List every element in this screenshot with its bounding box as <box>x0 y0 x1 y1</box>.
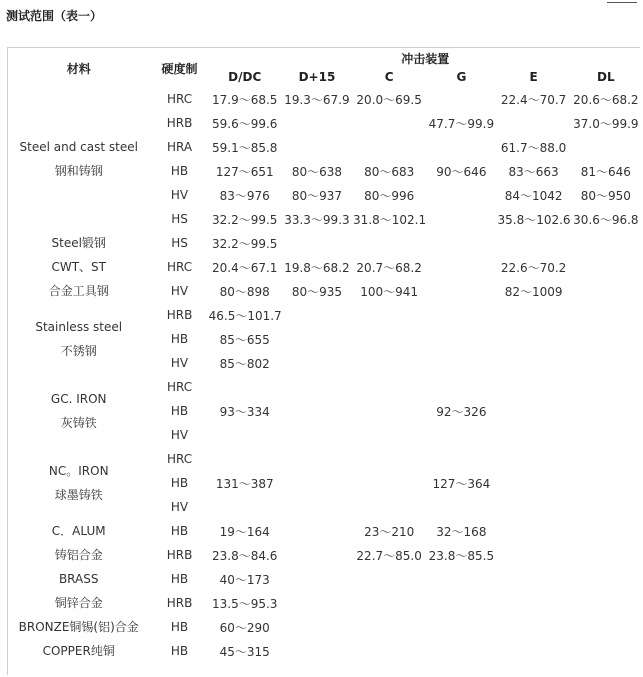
material-name-line: COPPER纯铜 <box>42 644 115 658</box>
range-value: 47.7～99.9 <box>428 116 495 131</box>
range-value <box>281 327 353 351</box>
range-value <box>497 567 569 591</box>
range-value: 93～334 <box>219 404 270 419</box>
range-value <box>497 111 569 135</box>
range-value <box>497 447 569 471</box>
range-value <box>281 447 353 471</box>
range-value: 82～1009 <box>504 284 563 299</box>
header-device: E <box>529 70 538 84</box>
range-value: 59.6～99.6 <box>211 116 278 131</box>
material-name <box>7 255 150 303</box>
hardness-scale: HB <box>170 164 189 178</box>
range-value <box>353 615 425 639</box>
table-row <box>7 375 642 399</box>
material-name-line: 球墨铸铁 <box>54 488 103 502</box>
hardness-scale: HRB <box>166 116 193 130</box>
range-value: 19～164 <box>219 524 270 539</box>
range-value <box>353 567 425 591</box>
range-value <box>209 423 281 447</box>
range-value <box>209 495 281 519</box>
range-value <box>281 615 353 639</box>
hardness-scale: HB <box>170 524 189 538</box>
range-value: 33.3～99.3 <box>284 212 350 227</box>
range-value <box>497 591 569 615</box>
range-value: 80～937 <box>291 188 343 203</box>
range-value <box>425 375 497 399</box>
range-value <box>281 519 353 543</box>
header-impact-device: 冲击装置 <box>401 51 450 66</box>
range-value: 127～651 <box>215 164 274 179</box>
range-value <box>353 471 425 495</box>
range-value <box>570 303 642 327</box>
range-value <box>570 135 642 159</box>
range-value: 80～950 <box>580 188 631 203</box>
range-value <box>353 375 425 399</box>
table-row <box>7 447 642 471</box>
range-value <box>425 639 497 663</box>
range-value <box>425 207 497 231</box>
range-value <box>353 639 425 663</box>
hardness-scale: HV <box>170 188 189 202</box>
header-device: C <box>384 70 394 84</box>
range-value <box>497 423 569 447</box>
range-value: 32.2～99.5 <box>211 236 278 251</box>
range-value: 22.6～70.2 <box>500 260 567 275</box>
table-row <box>7 231 642 255</box>
range-value <box>570 471 642 495</box>
table-row <box>7 87 642 111</box>
range-value: 80～638 <box>291 164 343 179</box>
material-name-line: NC。IRON <box>48 464 109 478</box>
range-value: 83～663 <box>508 164 559 179</box>
range-value <box>497 543 569 567</box>
range-value: 20.0～69.5 <box>356 92 422 107</box>
range-value <box>570 639 642 663</box>
range-value <box>497 495 569 519</box>
range-value: 31.8～102.1 <box>353 212 427 227</box>
range-value <box>281 375 353 399</box>
hardness-scale: HB <box>170 404 189 418</box>
range-value <box>425 327 497 351</box>
material-name-line: 不锈钢 <box>60 344 97 358</box>
range-value <box>425 303 497 327</box>
page-title: 测试范围（表一） <box>6 9 103 23</box>
material-name <box>7 615 150 639</box>
range-value: 59.1～85.8 <box>211 140 278 155</box>
table-row <box>7 303 642 327</box>
range-value <box>497 303 569 327</box>
material-name-line: 钢和铸钢 <box>54 164 103 178</box>
range-value <box>281 591 353 615</box>
material-name-line: 合金工具钢 <box>48 284 109 298</box>
material-name-line: BRASS <box>58 572 99 586</box>
range-value <box>425 615 497 639</box>
range-value <box>281 471 353 495</box>
range-value <box>353 303 425 327</box>
header-hardness-scale: 硬度制 <box>161 61 198 76</box>
header-device: G <box>456 70 467 84</box>
range-value: 90～646 <box>436 164 487 179</box>
range-value <box>281 135 353 159</box>
material-name-line: BRONZE铜锡(铝)合金 <box>18 620 139 634</box>
range-value <box>425 567 497 591</box>
header-device: DL <box>597 70 615 84</box>
range-value <box>353 111 425 135</box>
range-value <box>425 231 497 255</box>
table-body <box>7 87 642 663</box>
range-value <box>497 351 569 375</box>
table-row <box>7 255 642 279</box>
range-value <box>353 591 425 615</box>
hardness-scale: HV <box>170 284 189 298</box>
range-value: 19.3～67.9 <box>284 92 350 107</box>
range-value: 22.4～70.7 <box>500 92 567 107</box>
material-name-line: CWT、ST <box>51 260 106 274</box>
range-value: 85～802 <box>219 356 270 371</box>
range-value <box>281 351 353 375</box>
range-value <box>353 423 425 447</box>
range-value: 40～173 <box>219 572 270 587</box>
range-value: 37.0～99.9 <box>573 116 639 131</box>
range-value <box>570 255 642 279</box>
range-value: 46.5～101.7 <box>208 308 282 323</box>
range-value: 81～646 <box>580 164 631 179</box>
range-value <box>353 135 425 159</box>
range-value: 80～935 <box>291 284 343 299</box>
top-divider <box>607 0 637 3</box>
range-value <box>353 399 425 423</box>
range-value <box>497 639 569 663</box>
range-value: 13.5～95.3 <box>211 596 278 611</box>
range-value: 23.8～85.5 <box>428 548 495 563</box>
hardness-scale: HB <box>170 620 189 634</box>
range-value <box>353 351 425 375</box>
table-row <box>7 567 642 591</box>
range-value <box>353 327 425 351</box>
range-value <box>497 231 569 255</box>
range-value: 32～168 <box>436 524 487 539</box>
header-device: D/DC <box>228 70 262 84</box>
range-value: 92～326 <box>436 404 487 419</box>
range-value <box>570 375 642 399</box>
range-value <box>497 327 569 351</box>
material-name <box>7 447 150 519</box>
range-value <box>570 279 642 303</box>
range-value: 60～290 <box>219 620 270 635</box>
range-value <box>570 615 642 639</box>
hardness-scale: HB <box>170 476 189 490</box>
hardness-scale: HRB <box>166 548 193 562</box>
range-value <box>425 183 497 207</box>
range-value: 35.8～102.6 <box>497 212 571 227</box>
range-value: 45～315 <box>219 644 270 659</box>
material-name-line: Steel and cast steel <box>19 140 138 154</box>
hardness-scale: HS <box>171 212 188 226</box>
material-name-line: GC. IRON <box>50 392 107 406</box>
range-value: 17.9～68.5 <box>211 92 278 107</box>
range-value <box>497 375 569 399</box>
material-name-line: 铜锌合金 <box>54 596 103 610</box>
hardness-scale: HRB <box>166 596 193 610</box>
range-value <box>281 231 353 255</box>
material-name <box>7 375 150 447</box>
range-value: 83～976 <box>219 188 270 203</box>
material-name <box>7 639 150 663</box>
range-value <box>209 447 281 471</box>
material-name-line: C．ALUM <box>51 524 106 538</box>
range-value <box>570 351 642 375</box>
range-value <box>281 567 353 591</box>
range-value <box>497 399 569 423</box>
range-value: 80～683 <box>364 164 415 179</box>
test-range-table <box>7 49 642 663</box>
hardness-scale: HB <box>170 572 189 586</box>
material-name <box>7 231 150 255</box>
range-value <box>570 447 642 471</box>
hardness-scale: HV <box>170 356 189 370</box>
range-value <box>570 231 642 255</box>
range-value <box>281 423 353 447</box>
range-value <box>281 639 353 663</box>
range-value <box>570 327 642 351</box>
range-value: 84～1042 <box>504 188 563 203</box>
range-value: 85～655 <box>219 332 270 347</box>
range-value <box>281 495 353 519</box>
range-value <box>353 231 425 255</box>
range-value: 23.8～84.6 <box>211 548 278 563</box>
range-value: 80～898 <box>219 284 270 299</box>
material-name <box>7 87 150 231</box>
range-value: 20.4～67.1 <box>211 260 278 275</box>
hardness-scale: HV <box>170 428 189 442</box>
hardness-scale: HRC <box>166 380 193 394</box>
hardness-scale: HRA <box>166 140 193 154</box>
range-value <box>425 495 497 519</box>
material-name-line: Steel锻钢 <box>51 236 106 250</box>
range-value: 100～941 <box>360 284 419 299</box>
range-value <box>353 495 425 519</box>
material-name <box>7 303 150 375</box>
hardness-scale: HS <box>171 236 188 250</box>
range-value: 23～210 <box>364 524 415 539</box>
range-value <box>353 447 425 471</box>
hardness-scale: HRC <box>166 452 193 466</box>
hardness-scale: HRC <box>166 92 193 106</box>
range-value <box>425 87 497 111</box>
material-name-line: Stainless steel <box>35 320 123 334</box>
range-value <box>281 111 353 135</box>
hardness-scale: HB <box>170 644 189 658</box>
hardness-scale: HRC <box>166 260 193 274</box>
header-material: 材料 <box>66 61 91 76</box>
range-value <box>570 399 642 423</box>
range-value: 61.7～88.0 <box>500 140 567 155</box>
table-row <box>7 615 642 639</box>
range-value <box>425 279 497 303</box>
table-row <box>7 519 642 543</box>
material-name <box>7 519 150 567</box>
range-value <box>497 615 569 639</box>
range-value <box>425 255 497 279</box>
range-value <box>425 351 497 375</box>
range-value <box>497 519 569 543</box>
range-value <box>570 519 642 543</box>
range-value <box>497 471 569 495</box>
range-value <box>570 543 642 567</box>
material-name <box>7 567 150 615</box>
header-device: D+15 <box>298 70 336 84</box>
range-value: 20.7～68.2 <box>356 260 422 275</box>
range-value: 80～996 <box>364 188 415 203</box>
range-value <box>425 591 497 615</box>
range-value <box>570 591 642 615</box>
range-value: 22.7～85.0 <box>356 548 422 563</box>
table-row <box>7 639 642 663</box>
range-value <box>281 399 353 423</box>
range-value <box>209 375 281 399</box>
range-value: 32.2～99.5 <box>211 212 278 227</box>
material-name-line: 铸铝合金 <box>54 548 103 562</box>
range-value: 19.8～68.2 <box>284 260 350 275</box>
range-value <box>425 447 497 471</box>
range-value: 30.6～96.8 <box>573 212 639 227</box>
range-value <box>425 135 497 159</box>
range-value: 131～387 <box>215 476 274 491</box>
range-value <box>281 543 353 567</box>
range-value <box>570 495 642 519</box>
range-value <box>425 423 497 447</box>
material-name-line: 灰铸铁 <box>60 416 97 430</box>
hardness-scale: HRB <box>166 308 193 322</box>
range-value <box>570 567 642 591</box>
range-value: 127～364 <box>432 476 491 491</box>
range-value <box>281 303 353 327</box>
hardness-scale: HB <box>170 332 189 346</box>
range-value <box>570 423 642 447</box>
range-value: 20.6～68.2 <box>573 92 639 107</box>
hardness-scale: HV <box>170 500 189 514</box>
